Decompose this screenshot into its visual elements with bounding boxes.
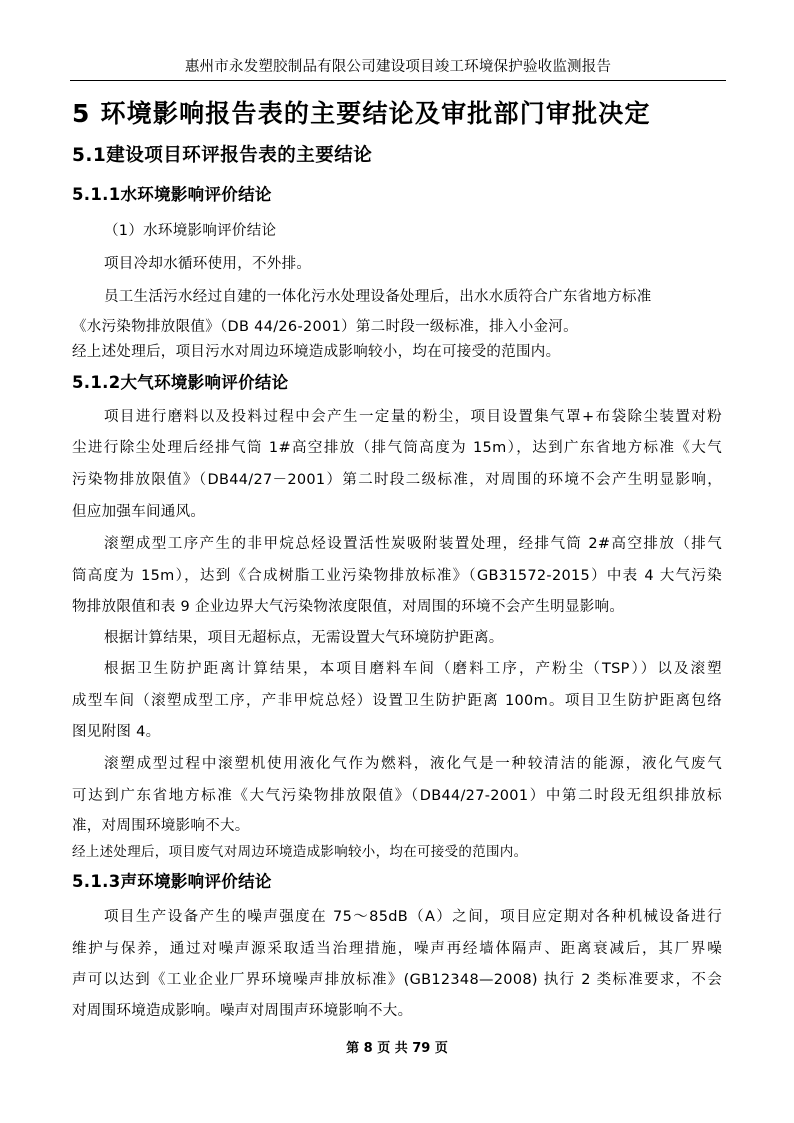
paragraph-line: 滚塑成型过程中滚塑机使用液化气作为燃料，液化气是一种较清洁的能源，液化气废气 [104,756,722,772]
header-rule [70,80,726,81]
paragraph-line: 对周围环境造成影响。噪声对周围声环境影响不大。 [72,1003,413,1019]
section-5-1-3-title: 5.1.3声环境影响评价结论 [72,872,272,891]
paragraph-line: 滚塑成型工序产生的非甲烷总烃设置活性炭吸附装置处理，经排气筒 2#高空排放（排气 [104,536,722,552]
paragraph-line: 经上述处理后，项目污水对周边环境造成影响较小，均在可接受的范围内。 [72,344,561,360]
paragraph-line: 成型车间（滚塑成型工序，产非甲烷总烃）设置卫生防护距离 100m。项目卫生防护距离包络 [72,693,722,709]
paragraph-line: 根据计算结果，项目无超标点，无需设置大气环境防护距离。 [104,630,504,646]
section-5-1-2-title: 5.1.2大气环境影响评价结论 [72,373,289,392]
section-5-1-1-title: 5.1.1水环境影响评价结论 [72,185,272,204]
paragraph-line: 污染物排放限值》（DB44/27－2001）第二时段二级标准，对周围的环境不会产生明显影响， [72,472,722,488]
running-header: 惠州市永发塑胶制品有限公司建设项目竣工环境保护验收监测报告 [184,59,612,75]
paragraph-line: 员工生活污水经过自建的一体化污水处理设备处理后，出水水质符合广东省地方标准 [104,289,652,305]
paragraph-line: 物排放限值和表 9 企业边界大气污染物浓度限值，对周围的环境不会产生明显影响。 [72,599,625,615]
paragraph-line: 《水污染物排放限值》（DB 44/26-2001）第二时段一级标准，排入小金河。 [72,319,578,335]
paragraph-line: 经上述处理后，项目废气对周边环境造成影响较小，均在可接受的范围内。 [72,844,528,860]
paragraph-line: 筒高度为 15m），达到《合成树脂工业污染物排放标准》（GB31572-2015）中表 4 大气污染 [72,568,722,584]
paragraph-line: 可达到广东省地方标准《大气污染物排放限值》（DB44/27-2001）中第二时段无组织排放标 [72,788,722,804]
paragraph-line: （1）水环境影响评价结论 [104,223,277,239]
paragraph-line: 维护与保养，通过对噪声源采取适当治理措施，噪声再经墙体隔声、距离衰减后，其厂界噪 [72,941,722,957]
paragraph-line: 项目冷却水循环使用，不外排。 [104,256,312,272]
paragraph-line: 根据卫生防护距离计算结果，本项目磨料车间（磨料工序，产粉尘（TSP））以及滚塑 [104,661,722,677]
paragraph-line: 项目生产设备产生的噪声强度在 75～85dB（A）之间，项目应定期对各种机械设备进行 [104,909,722,925]
page-number: 第 8 页 共 79 页 [346,1041,448,1056]
paragraph-line: 项目进行磨料以及投料过程中会产生一定量的粉尘，项目设置集气罩+布袋除尘装置对粉 [104,409,722,425]
section-5-1-title: 5.1建设项目环评报告表的主要结论 [72,145,373,166]
chapter-title: 5 环境影响报告表的主要结论及审批部门审批决定 [72,99,651,128]
paragraph-line: 准，对周围环境影响不大。 [72,818,250,834]
paragraph-line: 尘进行除尘处理后经排气筒 1#高空排放（排气筒高度为 15m），达到广东省地方标准《大气 [72,440,722,456]
paragraph-line: 但应加强车间通风。 [72,504,206,520]
paragraph-line: 声可以达到《工业企业厂界环境噪声排放标准》(GB12348—2008) 执行 2 类标准要求，不会 [72,972,722,988]
paragraph-line: 图见附图 4。 [72,724,161,740]
